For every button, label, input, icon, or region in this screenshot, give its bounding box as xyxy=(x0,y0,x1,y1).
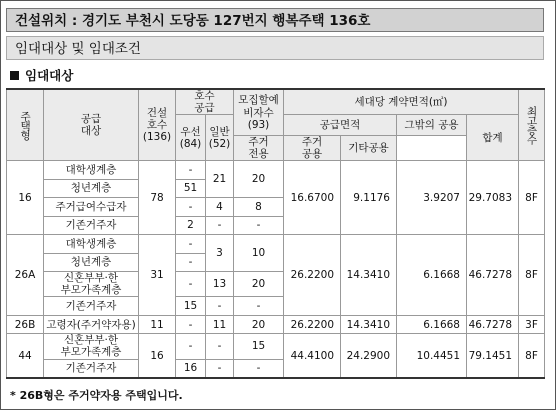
general-cell: 3 xyxy=(206,235,234,272)
res-shared-cell: 9.1176 xyxy=(341,161,397,235)
general-cell: - xyxy=(206,216,234,235)
header-supply-target: 공급대상 xyxy=(44,89,139,161)
header-max-floor: 최고층수 xyxy=(519,89,545,161)
units-cell: 78 xyxy=(139,161,176,235)
priority-cell: 51 xyxy=(176,179,206,198)
res-private-cell: 26.2200 xyxy=(284,235,341,316)
units-cell: 16 xyxy=(139,334,176,378)
reserve-cell: - xyxy=(234,359,284,378)
location-header: 건설위치 : 경기도 부천시 도당동 127번지 행복주택 136호 xyxy=(6,8,544,32)
general-cell: 4 xyxy=(206,198,234,217)
target-cell: 청년계층 xyxy=(44,253,139,272)
general-cell: - xyxy=(206,297,234,316)
header-res-shared: 주거공용 xyxy=(284,136,341,161)
reserve-cell: 8 xyxy=(234,198,284,217)
general-cell: 11 xyxy=(206,315,234,334)
target-cell: 기존거주자 xyxy=(44,216,139,235)
header-supply-area: 공급면적 xyxy=(284,115,397,136)
target-cell: 주거급여수급자 xyxy=(44,198,139,217)
section-label: 임대대상 xyxy=(25,68,74,83)
reserve-cell: - xyxy=(234,216,284,235)
header-units: 건설호수 (136) xyxy=(139,89,176,161)
priority-cell: 15 xyxy=(176,297,206,316)
general-cell: - xyxy=(206,359,234,378)
general-cell: - xyxy=(206,334,234,359)
priority-cell: 16 xyxy=(176,359,206,378)
total-cell: 46.7278 xyxy=(467,315,519,334)
section-heading xyxy=(10,66,73,84)
priority-cell: - xyxy=(176,272,206,297)
other-common-cell: 6.1668 xyxy=(397,235,467,316)
header-total: 합계 xyxy=(467,115,519,161)
priority-cell: - xyxy=(176,161,206,180)
units-cell: 31 xyxy=(139,235,176,316)
header-type: 주택형 xyxy=(7,89,44,161)
total-cell: 29.7083 xyxy=(467,161,519,235)
table-row xyxy=(7,161,545,180)
general-cell: 21 xyxy=(206,161,234,198)
header-reserve: 모집할예비자수 (93) xyxy=(234,89,284,136)
type-cell: 44 xyxy=(7,334,44,378)
res-shared-cell: 24.2900 xyxy=(341,334,397,378)
target-cell: 기존거주자 xyxy=(44,359,139,378)
target-cell: 고령자(주거약자용) xyxy=(44,315,139,334)
max-floor-cell: 8F xyxy=(519,235,545,316)
target-cell: 청년계층 xyxy=(44,179,139,198)
reserve-cell: 10 xyxy=(234,235,284,272)
target-cell: 대학생계층 xyxy=(44,161,139,180)
target-cell: 신혼부부·한부모가족계층 xyxy=(44,334,139,359)
type-cell: 26A xyxy=(7,235,44,316)
priority-cell: - xyxy=(176,334,206,359)
type-cell: 16 xyxy=(7,161,44,235)
total-cell: 79.1451 xyxy=(467,334,519,378)
max-floor-cell: 8F xyxy=(519,161,545,235)
max-floor-cell: 8F xyxy=(519,334,545,378)
reserve-cell: 20 xyxy=(234,272,284,297)
header-other-shared: 그밖의 공용 xyxy=(397,115,467,136)
rental-target-table xyxy=(6,88,545,379)
reserve-cell: - xyxy=(234,297,284,316)
res-shared-cell: 14.3410 xyxy=(341,315,397,334)
reserve-cell: 20 xyxy=(234,315,284,334)
units-cell: 11 xyxy=(139,315,176,334)
general-cell: 13 xyxy=(206,272,234,297)
footnote: * 26B형은 주거약자용 주택입니다. xyxy=(10,389,183,402)
other-common-cell: 3.9207 xyxy=(397,161,467,235)
reserve-cell: 15 xyxy=(234,334,284,359)
header-priority: 우선 (84) xyxy=(176,115,206,161)
priority-cell: 2 xyxy=(176,216,206,235)
res-private-cell: 44.4100 xyxy=(284,334,341,378)
header-general: 일반 (52) xyxy=(206,115,234,161)
reserve-cell: 20 xyxy=(234,161,284,198)
target-cell: 대학생계층 xyxy=(44,235,139,254)
res-private-cell: 16.6700 xyxy=(284,161,341,235)
other-common-cell: 6.1668 xyxy=(397,315,467,334)
header-other-common: 기타공용 xyxy=(341,136,397,161)
header-supply: 호수공급 xyxy=(176,89,234,115)
total-cell: 46.7278 xyxy=(467,235,519,316)
target-cell: 기존거주자 xyxy=(44,297,139,316)
priority-cell: - xyxy=(176,235,206,254)
res-private-cell: 26.2200 xyxy=(284,315,341,334)
priority-cell: - xyxy=(176,315,206,334)
header-area: 세대당 계약면적(㎡) xyxy=(284,89,519,115)
other-common-cell: 10.4451 xyxy=(397,334,467,378)
table-row xyxy=(7,315,545,334)
priority-cell: - xyxy=(176,198,206,217)
header-res-private: 주거전용 xyxy=(234,136,284,161)
square-bullet-icon xyxy=(10,71,19,80)
max-floor-cell: 3F xyxy=(519,315,545,334)
priority-cell: - xyxy=(176,253,206,272)
type-cell: 26B xyxy=(7,315,44,334)
res-shared-cell: 14.3410 xyxy=(341,235,397,316)
table-row xyxy=(7,235,545,254)
conditions-header: 임대대상 및 임대조건 xyxy=(6,36,544,60)
target-cell: 신혼부부·한부모가족계층 xyxy=(44,272,139,297)
